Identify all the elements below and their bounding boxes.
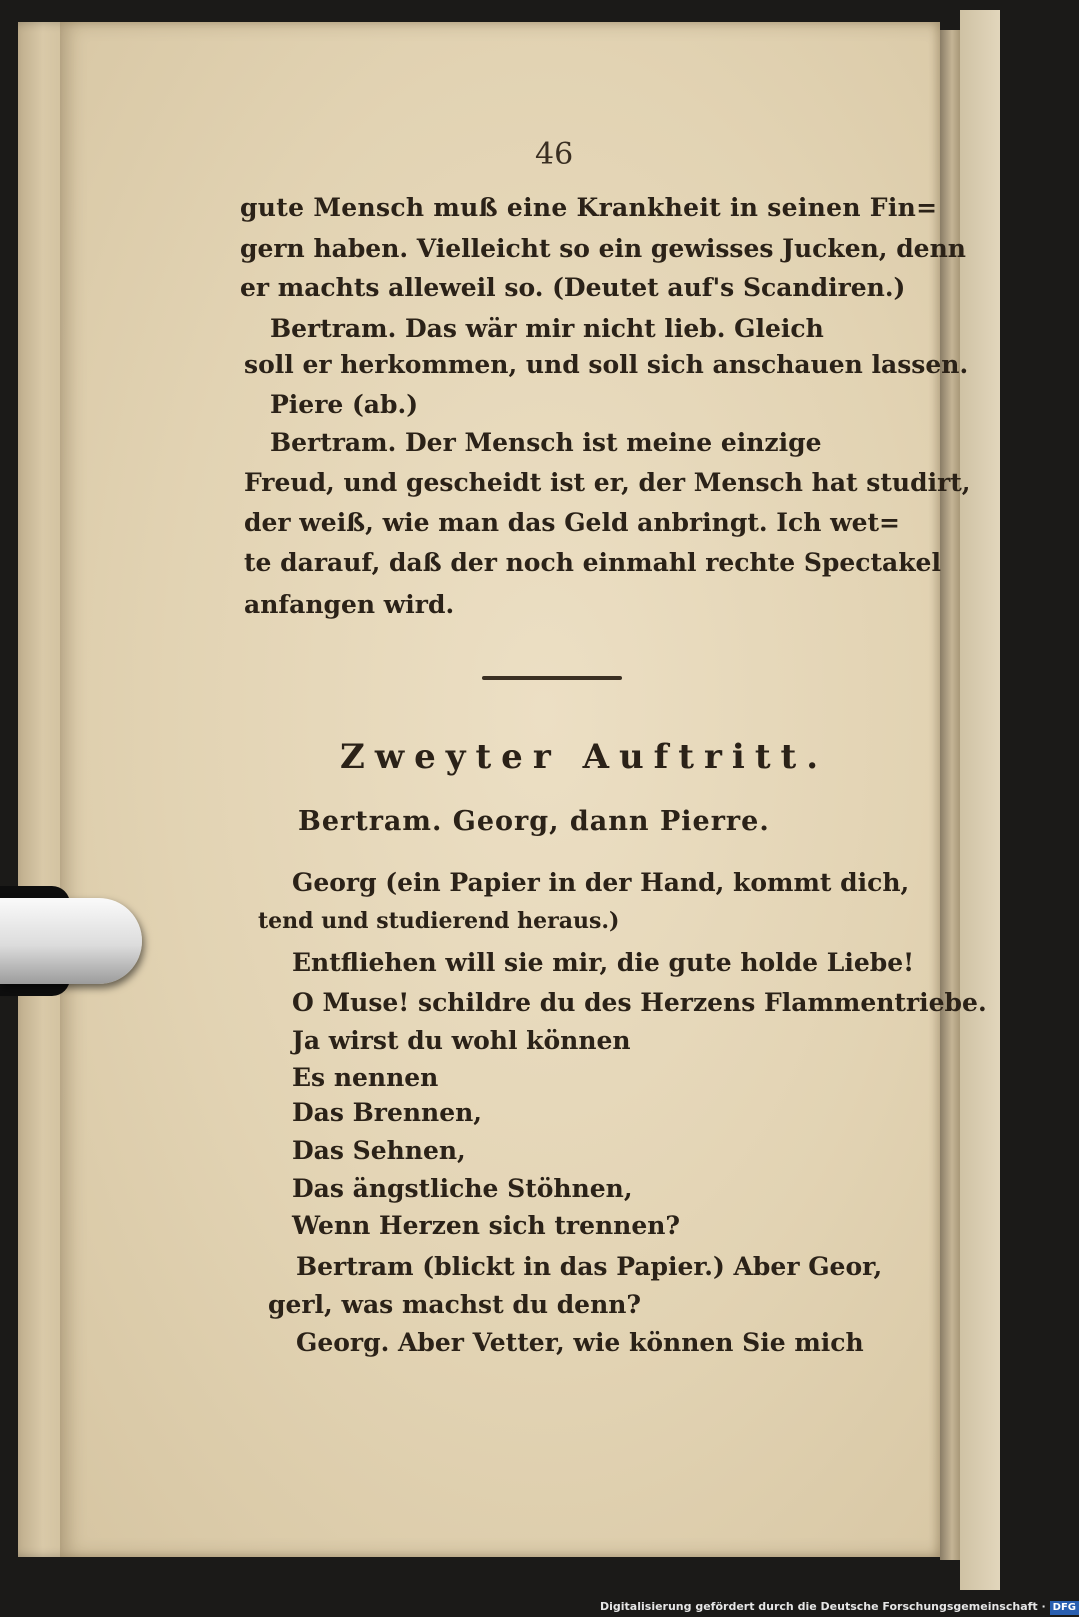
verse-line: Das ängstliche Stöhnen, xyxy=(292,1174,633,1203)
page-number: 46 xyxy=(535,137,574,172)
footer-text: Digitalisierung gefördert durch die Deutsche Forschungsgemeinschaft · xyxy=(600,1600,1046,1613)
text-line: gute Mensch muß eine Krankheit in seinen Fin= xyxy=(240,193,938,222)
text-line: der weiß, wie man das Geld anbringt. Ich wet= xyxy=(244,508,900,537)
text-line: Georg. Aber Vetter, wie können Sie mich xyxy=(296,1328,864,1357)
verse-line: Das Sehnen, xyxy=(292,1136,466,1165)
text-line: Bertram. Der Mensch ist meine einzige xyxy=(270,428,822,457)
text-line: Freud, und gescheidt ist er, der Mensch hat studirt, xyxy=(244,468,971,497)
verse-line: Ja wirst du wohl können xyxy=(292,1026,631,1055)
text-line: te darauf, daß der noch einmahl rechte Spectakel xyxy=(244,548,941,577)
verse-line: Entfliehen will sie mir, die gute holde Liebe! xyxy=(292,948,915,977)
text-line: gerl, was machst du denn? xyxy=(268,1290,642,1319)
text-line: gern haben. Vielleicht so ein gewisses Jucken, denn xyxy=(240,234,966,263)
stage-direction: tend und studierend heraus.) xyxy=(258,908,620,934)
text-line: Piere (ab.) xyxy=(270,390,419,419)
text-line: Bertram. Das wär mir nicht lieb. Gleich xyxy=(270,314,824,343)
text-line: soll er herkommen, und soll sich anschauen lassen. xyxy=(244,350,969,379)
verse-line: Das Brennen, xyxy=(292,1098,483,1127)
text-line: Bertram (blickt in das Papier.) Aber Geor, xyxy=(296,1252,883,1281)
text-line: anfangen wird. xyxy=(244,590,455,619)
stage-direction: Georg (ein Papier in der Hand, kommt dich, xyxy=(292,868,910,897)
verse-line: O Muse! schildre du des Herzens Flammentriebe. xyxy=(292,988,987,1017)
text-line: er machts alleweil so. (Deutet auf's Scandiren.) xyxy=(240,273,906,302)
verse-line: Wenn Herzen sich trennen? xyxy=(292,1211,681,1240)
footer-credit xyxy=(600,1597,1077,1617)
next-page-edge xyxy=(960,10,1000,1590)
section-divider xyxy=(482,676,622,680)
dfg-logo-icon: DFG xyxy=(1050,1601,1079,1615)
scene-title: Zweyter Auftritt. xyxy=(340,737,829,777)
page-clip xyxy=(0,898,142,984)
verse-line: Es nennen xyxy=(292,1063,439,1092)
scene-cast: Bertram. Georg, dann Pierre. xyxy=(298,806,770,837)
